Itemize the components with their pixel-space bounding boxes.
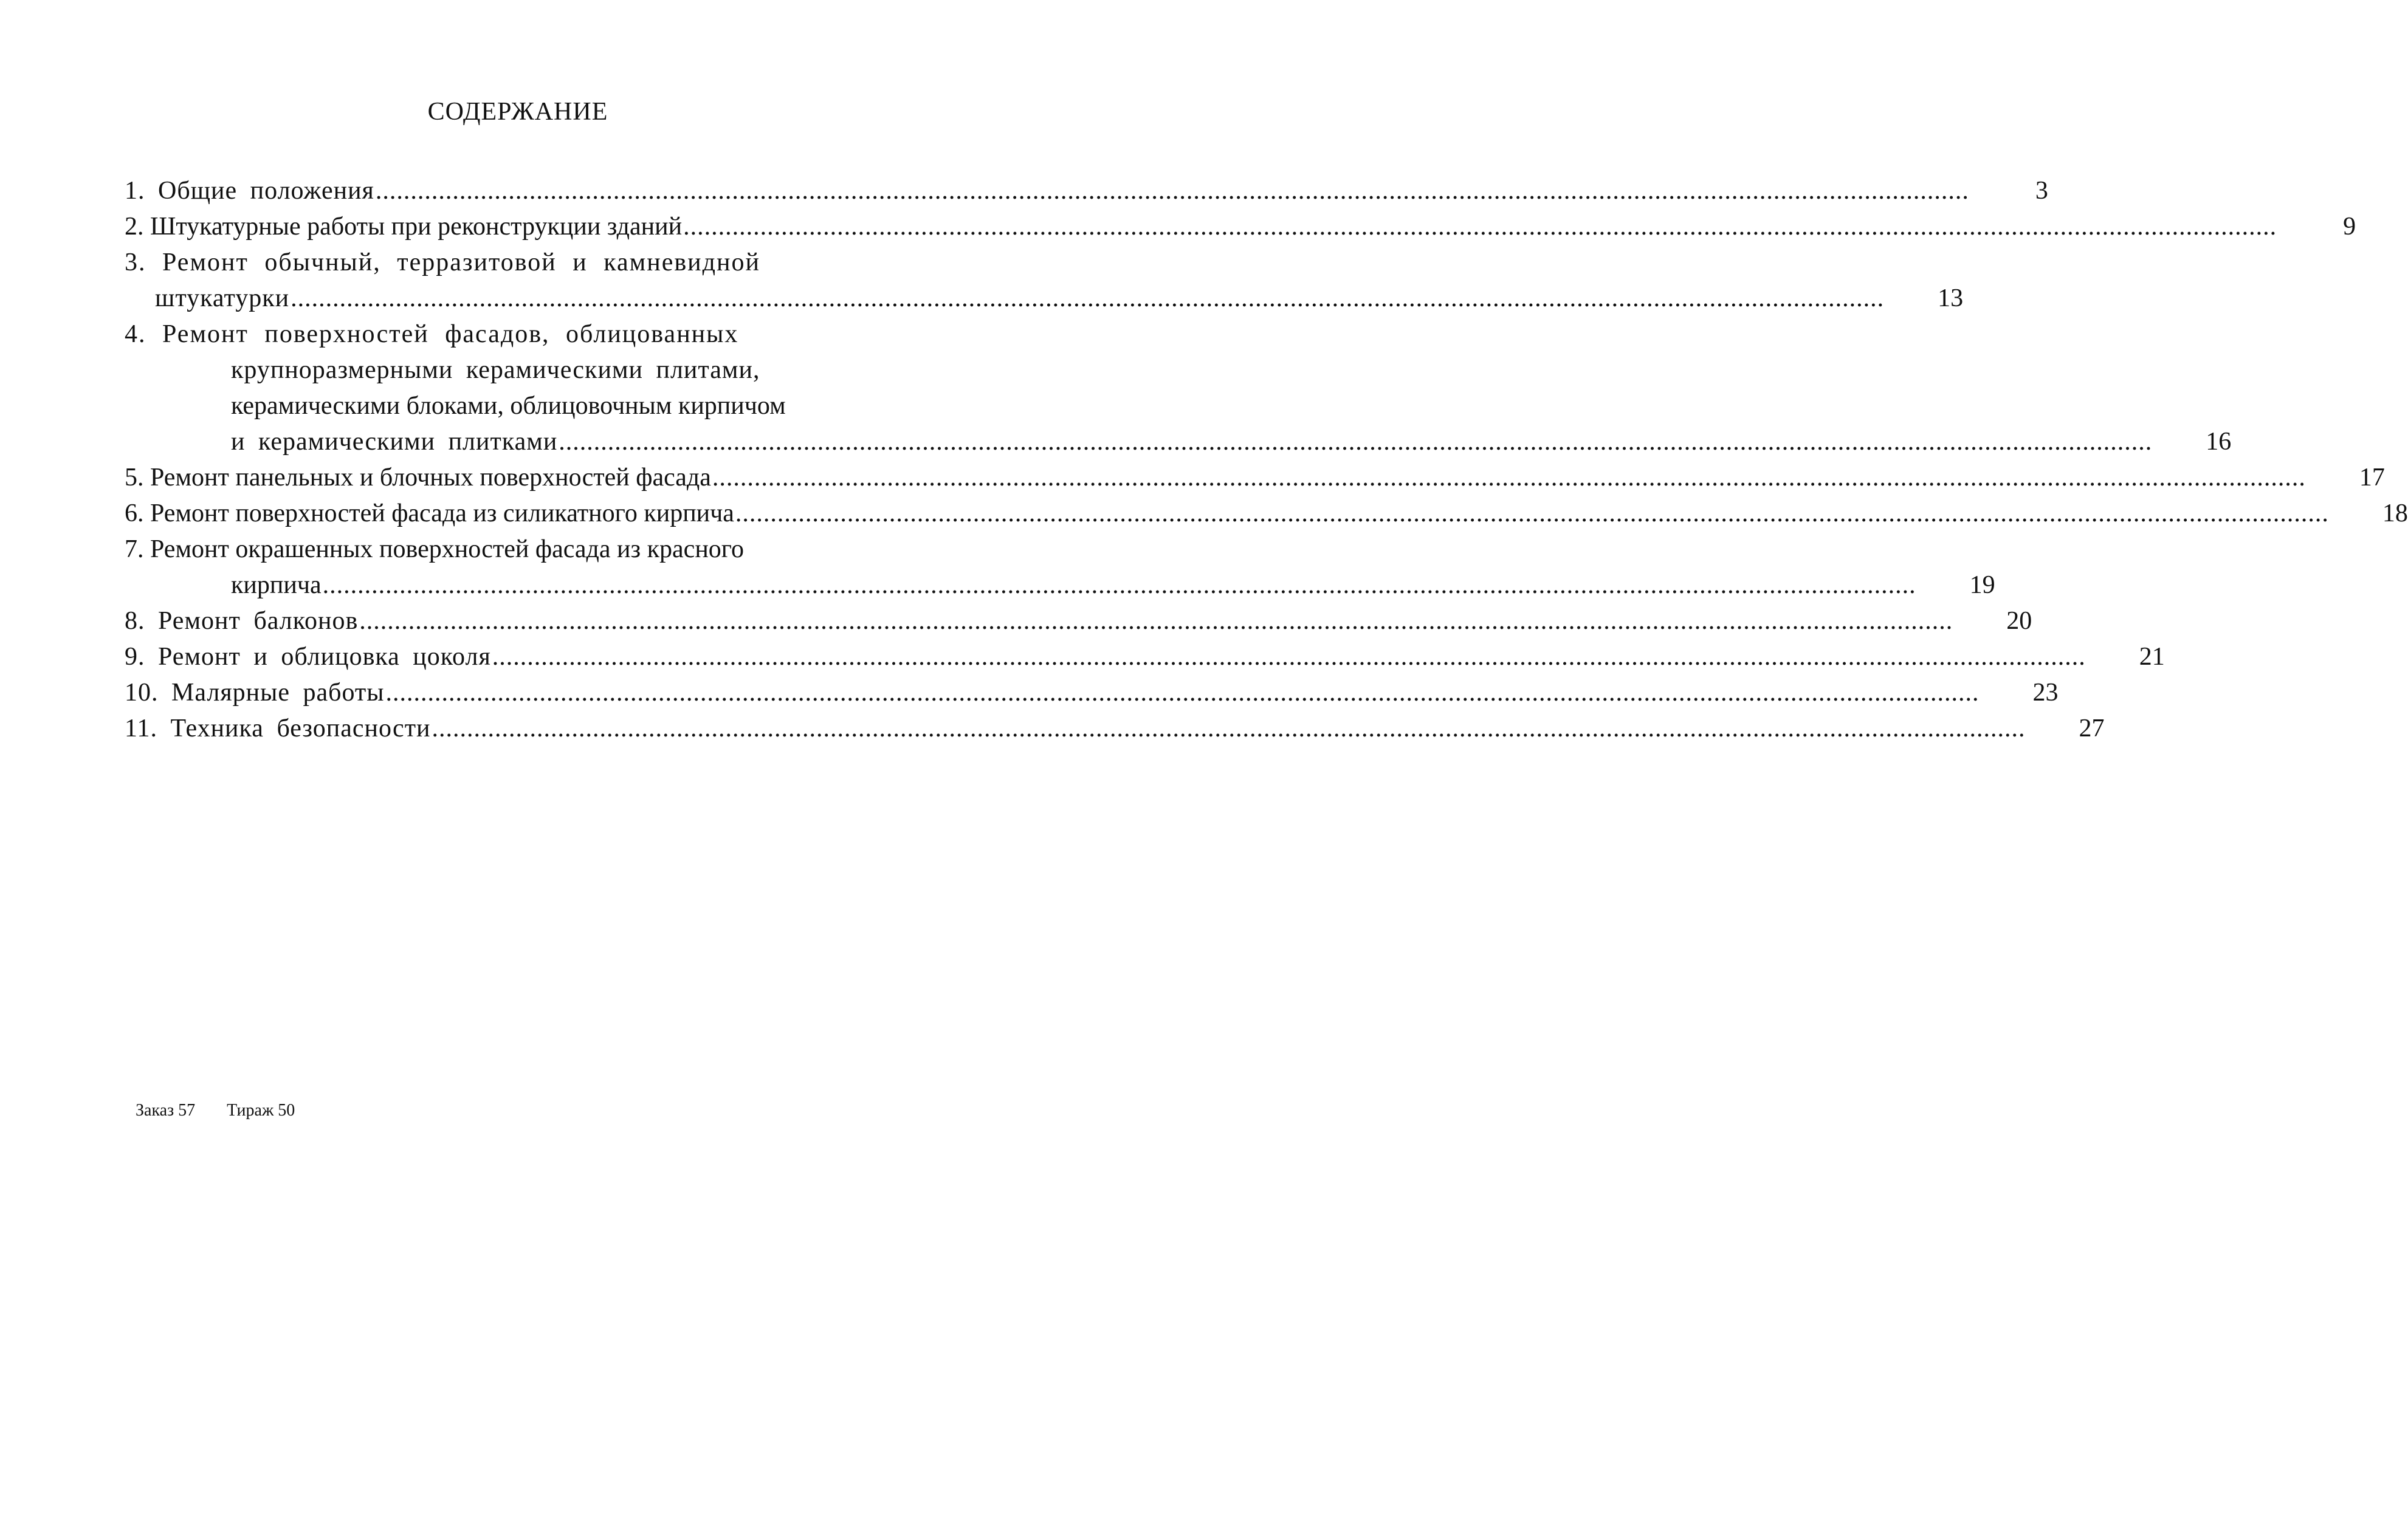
print-run: Тираж 50	[227, 1101, 295, 1120]
toc-entry[interactable]	[125, 496, 2408, 532]
toc-page-number: 27	[2079, 715, 2105, 742]
dot-leader	[683, 209, 2277, 245]
dot-leader	[359, 603, 1953, 639]
table-of-contents	[125, 173, 2408, 747]
toc-entry-title: 7. Ремонт окрашенных поверхностей фасада из красного	[125, 535, 744, 563]
toc-entry-title: 8. Ремонт балконов	[125, 607, 359, 635]
order-number: Заказ 57	[136, 1101, 196, 1120]
dot-leader	[376, 173, 1969, 209]
toc-entry[interactable]	[125, 639, 2165, 675]
toc-page-number: 18	[2382, 499, 2408, 527]
toc-entry-title-continued: штукатурки	[155, 284, 290, 312]
toc-entry[interactable]	[125, 675, 2059, 711]
toc-page-number: 9	[2343, 213, 2356, 241]
toc-entry-title-continued: крупноразмерными керамическими плитами,	[231, 356, 760, 384]
toc-page-number: 3	[2035, 177, 2048, 205]
dot-leader	[735, 496, 2329, 532]
toc-entry[interactable]	[125, 209, 2356, 245]
toc-entry[interactable]	[125, 317, 2232, 460]
toc-entry-title: 4. Ремонт поверхностей фасадов, облицованных	[125, 320, 739, 348]
dot-leader	[432, 711, 2026, 747]
toc-entry[interactable]	[125, 711, 2105, 747]
toc-entry-title-continued: керамическими блоками, облицовочным кирпичом	[231, 392, 786, 420]
toc-entry-title: 11. Техника безопасности	[125, 715, 431, 742]
dot-leader	[291, 281, 1884, 317]
toc-entry-title: 9. Ремонт и облицовка цоколя	[125, 643, 491, 671]
dot-leader	[712, 460, 2306, 496]
toc-page-number: 20	[2006, 607, 2032, 635]
dot-leader	[386, 675, 1980, 711]
toc-entry[interactable]	[125, 460, 2385, 496]
page-title: СОДЕРЖАНИЕ	[427, 98, 608, 126]
toc-entry-title: 3. Ремонт обычный, терразитовой и камневидной	[125, 249, 760, 276]
toc-entry[interactable]	[125, 532, 1995, 603]
toc-entry-title-continued: и керамическими плитками	[231, 428, 558, 456]
toc-page-number: 17	[2359, 464, 2385, 492]
toc-page-number: 16	[2206, 428, 2232, 456]
imprint-footer	[136, 1101, 322, 1120]
dot-leader	[492, 639, 2086, 675]
toc-entry[interactable]	[125, 173, 2048, 209]
toc-entry-title: 10. Малярные работы	[125, 679, 385, 707]
toc-entry-title: 6. Ремонт поверхностей фасада из силикатного кирпича	[125, 499, 734, 527]
toc-page-number: 19	[1969, 571, 1995, 599]
toc-page-number: 21	[2139, 643, 2165, 671]
toc-entry-title: 5. Ремонт панельных и блочных поверхностей фасада	[125, 464, 711, 492]
dot-leader	[323, 567, 1916, 603]
dot-leader	[559, 424, 2152, 460]
toc-entry-title-continued: кирпича	[231, 571, 322, 599]
toc-entry-title: 2. Штукатурные работы при реконструкции зданий	[125, 213, 683, 241]
toc-entry-title: 1. Общие положения	[125, 177, 374, 205]
toc-entry[interactable]	[125, 245, 1964, 317]
toc-entry[interactable]	[125, 603, 2032, 639]
toc-page-number: 23	[2032, 679, 2059, 707]
toc-page-number: 13	[1938, 284, 1964, 312]
